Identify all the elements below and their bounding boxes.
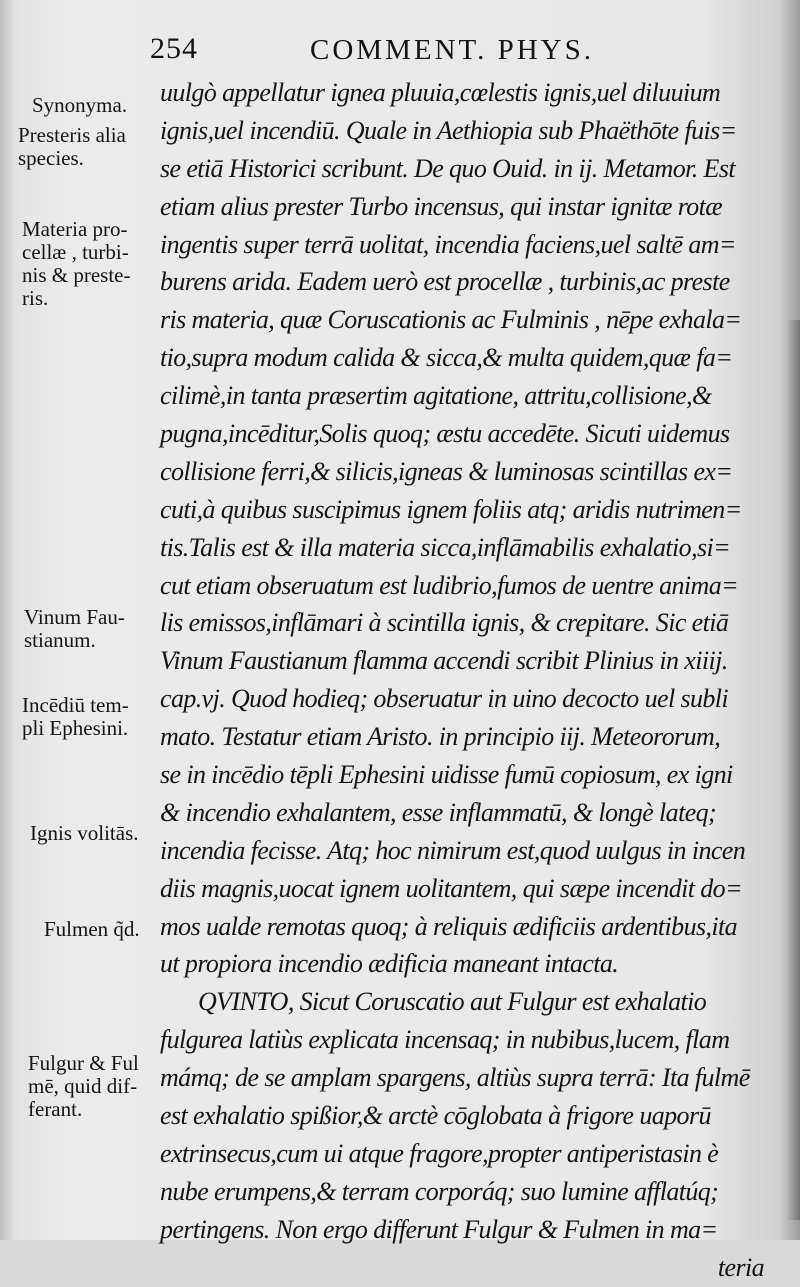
- margin-notes: [0, 0, 165, 1240]
- margin-note-line: species.: [18, 146, 84, 170]
- text-line: mato. Testatur etiam Aristo. in principio iij. Meteororum,: [160, 722, 721, 752]
- body-text: [160, 74, 780, 1287]
- text-line: pugna,incēditur,Solis quoq; æstu accedēte. Sicuti uidemus: [160, 419, 730, 449]
- text-line: mámq; de se amplam spargens, altiùs supra terrā: Ita fulmē: [160, 1063, 750, 1093]
- text-line: cuti,à quibus suscipimus ignem foliis atq; aridis nutrimen=: [160, 494, 742, 524]
- text-line: pertingens. Non ergo differunt Fulgur & Fulmen in ma=: [160, 1214, 718, 1244]
- text-line: ris materia, quæ Coruscationis ac Fulminis , nēpe exhala=: [160, 305, 742, 335]
- text-line: se etiā Historici scribunt. De quo Ouid. in ij. Metamor. Est: [160, 153, 735, 183]
- margin-note-line: Vinum Fau-: [24, 605, 125, 629]
- page-edge-shadow: [786, 320, 800, 1220]
- text-line: burens arida. Eadem uerò est procellæ , turbinis,ac preste: [160, 267, 730, 297]
- margin-note-synonyma: [32, 94, 127, 117]
- margin-note-line: ferant.: [28, 1097, 83, 1121]
- margin-note-line: Fulmen q̃d.: [44, 917, 140, 941]
- text-line: tio,supra modum calida & sicca,& multa quidem,quæ fa=: [160, 343, 733, 373]
- text-line: uulgò appellatur ignea pluuia,cœlestis ignis,uel diluuium: [160, 78, 721, 107]
- text-line: est exhalatio spißior,& arctè cōglobata à frigore uaporū: [160, 1101, 711, 1131]
- text-line: fulgurea latiùs explicata incensaq; in nubibus,lucem, flam: [160, 1025, 730, 1055]
- running-head: COMMENT. PHYS.: [310, 34, 594, 66]
- margin-note-line: ris.: [22, 286, 49, 310]
- text-line: incendia fecisse. Atq; hoc nimirum est,quod uulgus in incen: [160, 835, 746, 865]
- margin-note-line: Synonyma.: [32, 93, 128, 117]
- text-line: ignis,uel incendiū. Quale in Aethiopia sub Phaëthōte fuis=: [160, 115, 737, 145]
- text-line: & incendio exhalantem, esse inflammatū, & longè lateq;: [160, 797, 717, 827]
- margin-note-line: pli Ephesini.: [22, 716, 129, 740]
- text-line: se in incēdio tēpli Ephesini uidisse fumū copiosum, ex igni: [160, 760, 733, 790]
- margin-note-line: Ignis volitās.: [30, 821, 139, 845]
- margin-note-presteris: [18, 124, 126, 170]
- page-number: 254: [150, 32, 198, 65]
- margin-note-fulgur: [28, 1052, 139, 1121]
- text-line: tis.Talis est & illa materia sicca,inflāmabilis exhalatio,si=: [160, 532, 731, 562]
- text-line: nube erumpens,& terram corporáq; suo lumine afflatúq;: [160, 1176, 719, 1206]
- text-line: ingentis super terrā uolitat, incendia faciens,uel saltē am=: [160, 229, 736, 259]
- margin-note-line: Fulgur & Ful: [28, 1051, 139, 1075]
- margin-note-line: Presteris alia: [18, 123, 126, 147]
- text-line: ut propiora incendio ædificia maneant intacta.: [160, 949, 619, 979]
- text-line: diis magnis,uocat ignem uolitantem, qui sæpe incendit do=: [160, 873, 743, 903]
- margin-note-line: Incēdiū tem-: [22, 693, 129, 717]
- text-line: teria: [717, 1252, 764, 1282]
- text-line: cilimè,in tanta præsertim agitatione, attritu,collisione,&: [160, 381, 712, 411]
- text-line: cap.vj. Quod hodieq; obseruatur in uino decocto uel subli: [160, 684, 729, 714]
- text-line: cut etiam obseruatum est ludibrio,fumos de uentre anima=: [160, 570, 739, 600]
- margin-note-incendium: [22, 694, 129, 740]
- text-line: etiam alius prester Turbo incensus, qui instar ignitæ rotæ: [160, 191, 723, 221]
- margin-note-line: cellæ , turbi-: [22, 240, 129, 264]
- margin-note-ignis: [30, 822, 139, 845]
- text-line: lis emissos,inflāmari à scintilla ignis, & crepitare. Sic etiā: [160, 608, 729, 638]
- text-line: mos ualde remotas quoq; à reliquis ædificiis ardentibus,ita: [160, 911, 738, 941]
- margin-note-vinum: [24, 606, 125, 652]
- text-line: QVINTO, Sicut Coruscatio aut Fulgur est exhalatio: [198, 987, 707, 1017]
- text-line: Vinum Faustianum flamma accendi scribit Plinius in xiiij.: [160, 646, 728, 676]
- margin-note-materia: [22, 218, 130, 310]
- margin-note-line: nis & preste-: [22, 263, 131, 287]
- margin-note-line: stianum.: [24, 628, 96, 652]
- text-line: extrinsecus,cum ui atque fragore,propter antiperistasin è: [160, 1138, 719, 1168]
- text-line: collisione ferri,& silicis,igneas & luminosas scintillas ex=: [160, 456, 733, 486]
- margin-note-line: Materia pro-: [22, 217, 128, 241]
- margin-note-fulmen: [44, 918, 140, 941]
- margin-note-line: mē, quid dif-: [28, 1074, 138, 1098]
